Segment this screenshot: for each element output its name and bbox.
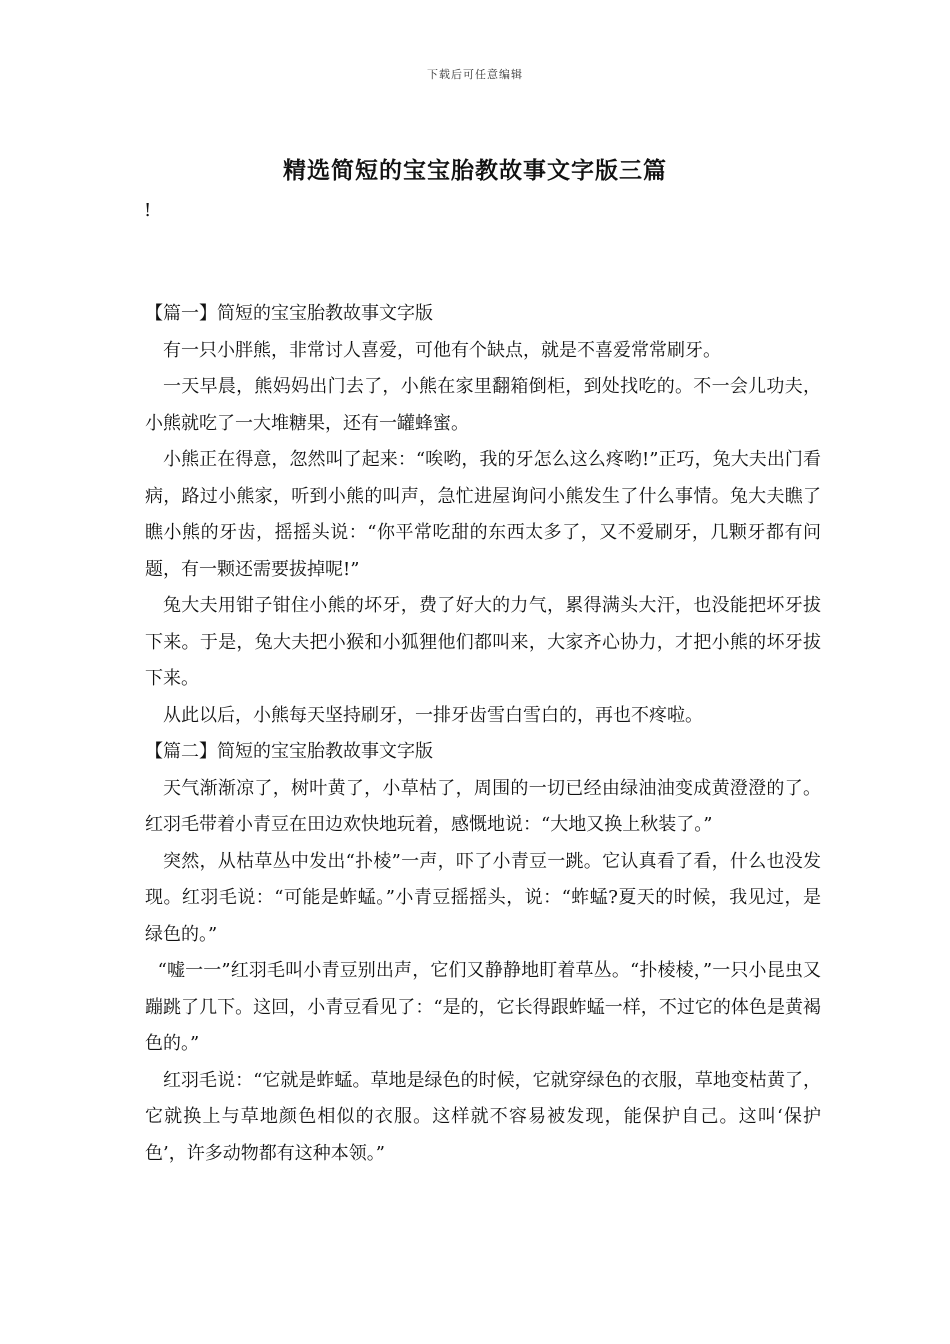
paragraph: 一天早晨，熊妈妈出门去了，小熊在家里翻箱倒柜，到处找吃的。不一会儿功夫，小熊就吃了一大堆糖果，还有一罐蜂蜜。 <box>145 376 821 434</box>
document-body <box>145 296 821 1172</box>
paragraph: 天气渐渐凉了，树叶黄了，小草枯了，周围的一切已经由绿油油变成黄澄澄的了。红羽毛带着小青豆在田边欢快地玩着，感慨地说：“大地又换上秋装了。” <box>145 777 821 835</box>
paragraph: “嘘一一”红羽毛叫小青豆别出声，它们又静静地盯着草丛。“扑棱棱，”一只小昆虫又蹦跳了几下。这回，小青豆看见了：“是的，它长得跟蚱蜢一样，不过它的体色是黄褐色的。” <box>145 960 821 1054</box>
paragraph: 红羽毛说：“它就是蚱蜢。草地是绿色的时候，它就穿绿色的衣服，草地变枯黄了，它就换上与草地颜色相似的衣服。这样就不容易被发现，能保护自己。这叫‘保护色’，许多动物都有这种本领。” <box>145 1069 821 1164</box>
paragraph: 兔大夫用钳子钳住小熊的坏牙，费了好大的力气，累得满头大汗，也没能把坏牙拔下来。于是，兔大夫把小猴和小狐狸他们都叫来，大家齐心协力，才把小熊的坏牙拔下来。 <box>145 595 821 689</box>
section-heading-1: 【篇一】简短的宝宝胎教故事文字版 <box>145 303 433 324</box>
exclamation-mark: ! <box>144 200 152 221</box>
paragraph: 小熊正在得意，忽然叫了起来：“唉哟，我的牙怎么这么疼哟!”正巧，兔大夫出门看病，路过小熊家，听到小熊的叫声，急忙进屋询问小熊发生了什么事情。兔大夫瞧了瞧小熊的牙齿，摇摇头说：“你平常吃甜的东西太多了，又不爱刷牙，几颗牙都有问题，有一颗还需要拔掉呢!” <box>145 449 821 580</box>
section-heading-2: 【篇二】简短的宝宝胎教故事文字版 <box>145 741 433 762</box>
paragraph: 从此以后，小熊每天坚持刷牙，一排牙齿雪白雪白的，再也不疼啦。 <box>163 704 703 726</box>
document-title: 精选简短的宝宝胎教故事文字版三篇 <box>283 157 667 184</box>
header-note: 下载后可任意编辑 <box>427 68 523 81</box>
paragraph: 有一只小胖熊，非常讨人喜爱，可他有个缺点，就是不喜爱常常刷牙。 <box>163 339 721 361</box>
paragraph: 突然，从枯草丛中发出“扑棱”一声，吓了小青豆一跳。它认真看了看，什么也没发现。红羽毛说：“可能是蚱蜢。”小青豆摇摇头，说：“蚱蜢?夏天的时候，我见过，是绿色的。” <box>145 850 821 945</box>
